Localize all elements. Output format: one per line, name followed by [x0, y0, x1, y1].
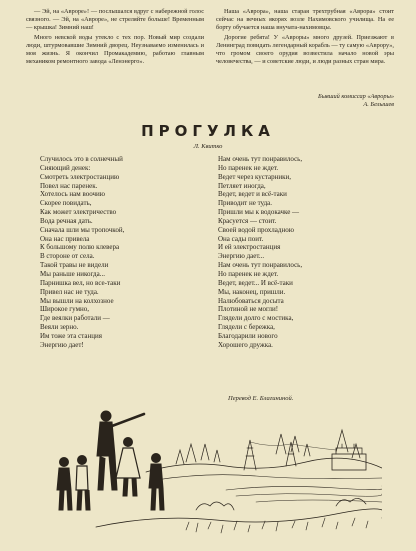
- poem-line: В стороне от села.: [40, 252, 95, 261]
- poem-line: Но паренек не ждет.: [218, 269, 279, 278]
- paragraph: Дорогие ребята! У «Авроры» много друзей. Приезжают в Ленинград повидать легендарный корабль — ту самую «Аврору», что громом своего орудия возвестила начало новой эры человечества, — и советские люди, и люди разных стран мира.: [216, 33, 394, 66]
- poem-line: К большому полю клевера: [40, 243, 120, 252]
- poem-line: Ведет, ведет и всё-таки: [218, 190, 287, 199]
- poem-title: ПРОГУЛКА: [141, 122, 275, 140]
- poem-line: Налюбоваться досыта: [218, 296, 284, 305]
- signature-role: Бывший комиссар «Авроры»: [317, 93, 394, 100]
- poem-line: Мы раньше никогда...: [40, 269, 105, 278]
- poem-line: Глядели с бережка,: [218, 323, 275, 332]
- poem-line: Широкое гумно,: [40, 305, 89, 314]
- poem-line: Вода речная дать.: [40, 216, 93, 225]
- poem-line: Ведет, ведет... И всё-таки: [218, 278, 293, 287]
- paragraph: — Эй, на «Авроре»! — послышался вдруг с набережной голос связного. — Эй, на «Авроре», не стреляйте больше! Временным — крышка! Зимний наш!: [26, 8, 204, 32]
- poem-line: Повел нас паренек.: [40, 181, 98, 190]
- poem-line: Глядели долго с мостика,: [218, 314, 294, 323]
- poem-line: Скорее повидать,: [40, 199, 92, 208]
- poem-line: Парнишка вел, но все-таки: [40, 278, 121, 287]
- poem-line: Своей водой прохладною: [218, 225, 294, 234]
- top-left-column: [26, 8, 204, 67]
- paragraph: Много невской воды утекло с тех пор. Новый мир создали люди, штурмовавшие Зимний дворец. Неузнаваемо изменилась и моя жизнь. Я окончил Промакадемию, работаю главным механиком ремонтного завода «Ленэнерго».: [26, 33, 204, 66]
- poem-line: Такой травы не видели: [40, 261, 109, 270]
- poem-line: Как может электричество: [40, 208, 117, 217]
- poem-line: Сияющий денек:: [40, 163, 91, 172]
- poem-line: Петляет иногда,: [218, 181, 266, 190]
- poem-line: Нам очень тут понравилось,: [218, 155, 303, 163]
- top-right-column: [216, 8, 394, 67]
- poem-line: Хорошего дружка.: [218, 340, 273, 349]
- poem-line: Ведет через кустарники,: [218, 172, 292, 181]
- poem-line: И ей электростанция: [218, 243, 281, 252]
- poem-left-column: [40, 155, 210, 350]
- poem-line: Смотреть электростанцию: [40, 172, 120, 181]
- poem-line: Мы вышли на колхозное: [40, 296, 114, 305]
- poem-right-column: [218, 155, 378, 350]
- poem-line: Благодарили нового: [218, 331, 278, 340]
- poem-line: Привел нас не туда.: [40, 287, 99, 296]
- poem-line: Энергию дает!: [40, 340, 84, 349]
- poem-author: Л. Квитко: [193, 143, 223, 150]
- poem-line: Хотелось нам воочию: [40, 190, 106, 199]
- signature: [216, 93, 394, 109]
- poem-line: Сначала шли мы тропочкой,: [40, 225, 125, 234]
- poem-line: Нам очень тут понравилось,: [218, 261, 303, 270]
- poem-line: Энергию дает...: [218, 252, 265, 261]
- poem-line: Веяли зерно.: [40, 323, 79, 332]
- poem-line: Она нас привела: [40, 234, 90, 243]
- poem-line: Плотиной не могли!: [218, 305, 279, 314]
- poem-line: Случилось это в солнечный: [40, 155, 123, 163]
- poem-line: Но паренек не ждет.: [218, 163, 279, 172]
- signature-name: А. Белышев: [363, 101, 394, 109]
- poem-line: Где веялки работали —: [40, 314, 110, 323]
- children-landscape-illustration: [36, 402, 382, 544]
- poem-line: Мы, наконец, пришли.: [218, 287, 286, 296]
- poem-line: Пришли мы к водокачке —: [218, 208, 300, 217]
- translator-credit: Перевод Е. Благининой.: [228, 395, 294, 402]
- poem-line: Им тоже эта станция: [40, 331, 102, 340]
- poem-line: Она сады поит.: [218, 234, 264, 243]
- poem-line: Приводит не туда.: [218, 199, 273, 208]
- poem-line: Красуется — стоит.: [218, 216, 277, 225]
- paragraph: Наша «Аврора», наша старая трехтрубная «Аврора» стоит сейчас на вечных якорях возле Нахимовского училища. На ее борту обучается наша внучата-нахимовцы.: [216, 8, 394, 32]
